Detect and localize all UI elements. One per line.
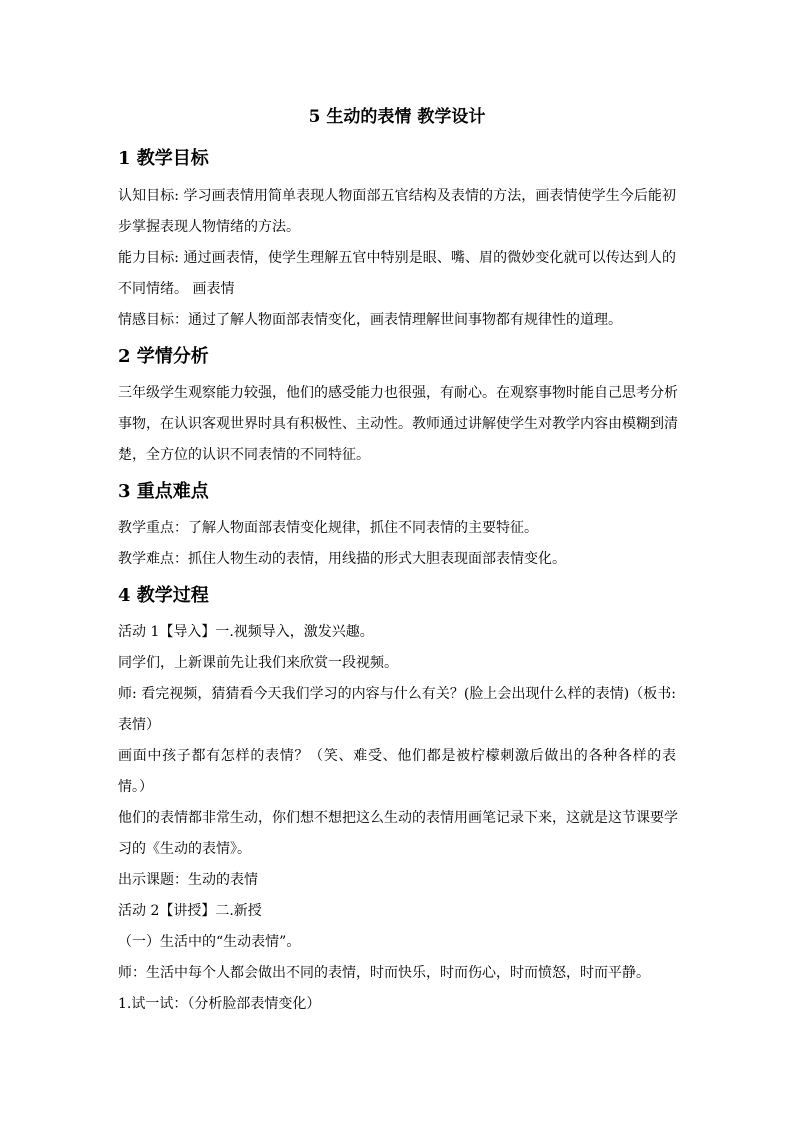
paragraph-line: 教学重点：了解人物面部表情变化规律，抓住不同表情的主要特征。 (118, 520, 538, 536)
section-heading-teaching-goals: 1 教学目标 (118, 148, 209, 169)
document-title: 5 生动的表情 教学设计 (308, 107, 486, 127)
paragraph-line: 画面中孩子都有怎样的表情？（笑、难受、他们都是被柠檬刺激后做出的各种各样的表 (118, 748, 676, 764)
paragraph-line: 同学们，上新课前先让我们来欣赏一段视频。 (118, 655, 398, 671)
paragraph-line: 事物，在认识客观世界时具有积极性、主动性。教师通过讲解使学生对教学内容由模糊到清 (118, 416, 678, 432)
paragraph-line: 表情） (118, 717, 160, 733)
paragraph-line: 三年级学生观察能力较强，他们的感受能力也很强，有耐心。在观察事物时能自己思考分析 (118, 385, 678, 401)
paragraph-line: 师：生活中每个人都会做出不同的表情，时而快乐，时而伤心，时而愤怒，时而平静。 (118, 965, 650, 981)
section-heading-student-analysis: 2 学情分析 (118, 346, 209, 367)
section-heading-teaching-process: 4 教学过程 (118, 585, 209, 606)
paragraph-line: 情感目标：通过了解人物面部表情变化，画表情理解世间事物都有规律性的道理。 (118, 312, 622, 328)
paragraph-line: 情。） (118, 779, 153, 795)
paragraph-line: 活动 1【导入】一.视频导入，激发兴趣。 (118, 624, 374, 640)
paragraph-line: 他们的表情都非常生动，你们想不想把这么生动的表情用画笔记录下来，这就是这节课要学 (118, 810, 678, 826)
paragraph-line: 能力目标: 通过画表情，使学生理解五官中特别是眼、嘴、眉的微妙变化就可以传达到人的 (118, 250, 676, 266)
paragraph-line: 认知目标: 学习画表情用简单表现人物面部五官结构及表情的方法，画表情使学生今后能初 (118, 188, 676, 204)
paragraph-line: 1.试一试：（分析脸部表情变化） (118, 996, 321, 1012)
paragraph-line: 师: 看完视频，猜猜看今天我们学习的内容与什么有关？(脸上会出现什么样的表情)（板书: (118, 686, 676, 702)
paragraph-line: 活动 2【讲授】二.新授 (118, 903, 262, 919)
paragraph-line: 楚，全方位的认识不同表情的不同特征。 (118, 447, 370, 463)
section-heading-key-points: 3 重点难点 (118, 481, 209, 502)
paragraph-line: 不同情绪。 画表情 (118, 281, 235, 297)
paragraph-line: 习的《生动的表情》。 (118, 841, 251, 857)
paragraph-line: 步掌握表现人物情绪的方法。 (118, 219, 300, 235)
paragraph-line: 教学难点：抓住人物生动的表情，用线描的形式大胆表现面部表情变化。 (118, 551, 566, 567)
paragraph-line: （一）生活中的“生动表情”。 (118, 934, 301, 950)
paragraph-line: 出示课题：生动的表情 (118, 872, 258, 888)
